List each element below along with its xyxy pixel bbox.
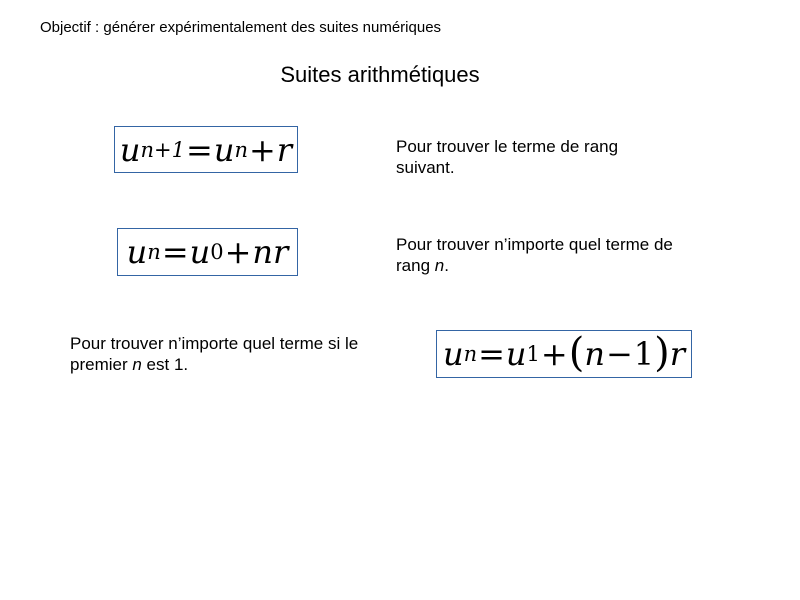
description-line: Pour trouver le terme de rang	[396, 137, 619, 156]
formula-plus: +	[248, 130, 276, 169]
formula-var-n: n	[252, 233, 274, 271]
explicit-u1-description	[70, 333, 390, 375]
description-var-n: n	[132, 355, 142, 374]
description-line-suffix: .	[444, 256, 449, 275]
formula-var-u: u	[505, 335, 527, 373]
description-var-n: n	[434, 256, 445, 275]
description-line-prefix: premier	[70, 355, 133, 374]
explicit-u0-description	[396, 234, 716, 276]
formula-right-paren: )	[654, 330, 670, 376]
formula-var-u: u	[189, 233, 211, 271]
description-line: suivant.	[396, 158, 455, 177]
formula-var-u: u	[213, 130, 235, 169]
formula-equals: =	[161, 233, 189, 271]
page-title: Suites arithmétiques	[280, 62, 480, 87]
formula-var-u: u	[442, 335, 464, 373]
recurrence-description	[396, 136, 696, 178]
explicit-u1-formula-box: u n = u 1 + ( n − 1 ) r	[436, 330, 692, 378]
objective-text: Objectif : générer expérimentalement des suites numériques	[40, 19, 442, 36]
description-line: Pour trouver n’importe quel terme si le	[70, 334, 359, 353]
recurrence-formula-box: u n+1 = u n + r	[114, 126, 298, 173]
formula-var-r: r	[276, 130, 293, 169]
formula-plus: +	[224, 233, 252, 271]
formula-var-u: u	[119, 130, 141, 169]
formula-plus: +	[540, 335, 568, 373]
formula-left-paren: (	[568, 330, 585, 376]
formula-equals: =	[186, 130, 213, 169]
formula-var-r: r	[669, 335, 686, 373]
formula-number-one: 1	[633, 335, 655, 373]
formula-minus: −	[605, 335, 633, 373]
description-line: Pour trouver n’importe quel terme de	[396, 235, 673, 254]
explicit-u0-formula-box: u n = u 0 + n r	[117, 228, 298, 276]
formula-var-n: n	[584, 335, 605, 373]
formula-var-u: u	[126, 233, 148, 271]
description-line-suffix: est 1.	[141, 355, 189, 374]
description-line-prefix: rang	[396, 256, 435, 275]
formula-var-r: r	[273, 233, 289, 271]
formula-equals: =	[478, 335, 505, 373]
